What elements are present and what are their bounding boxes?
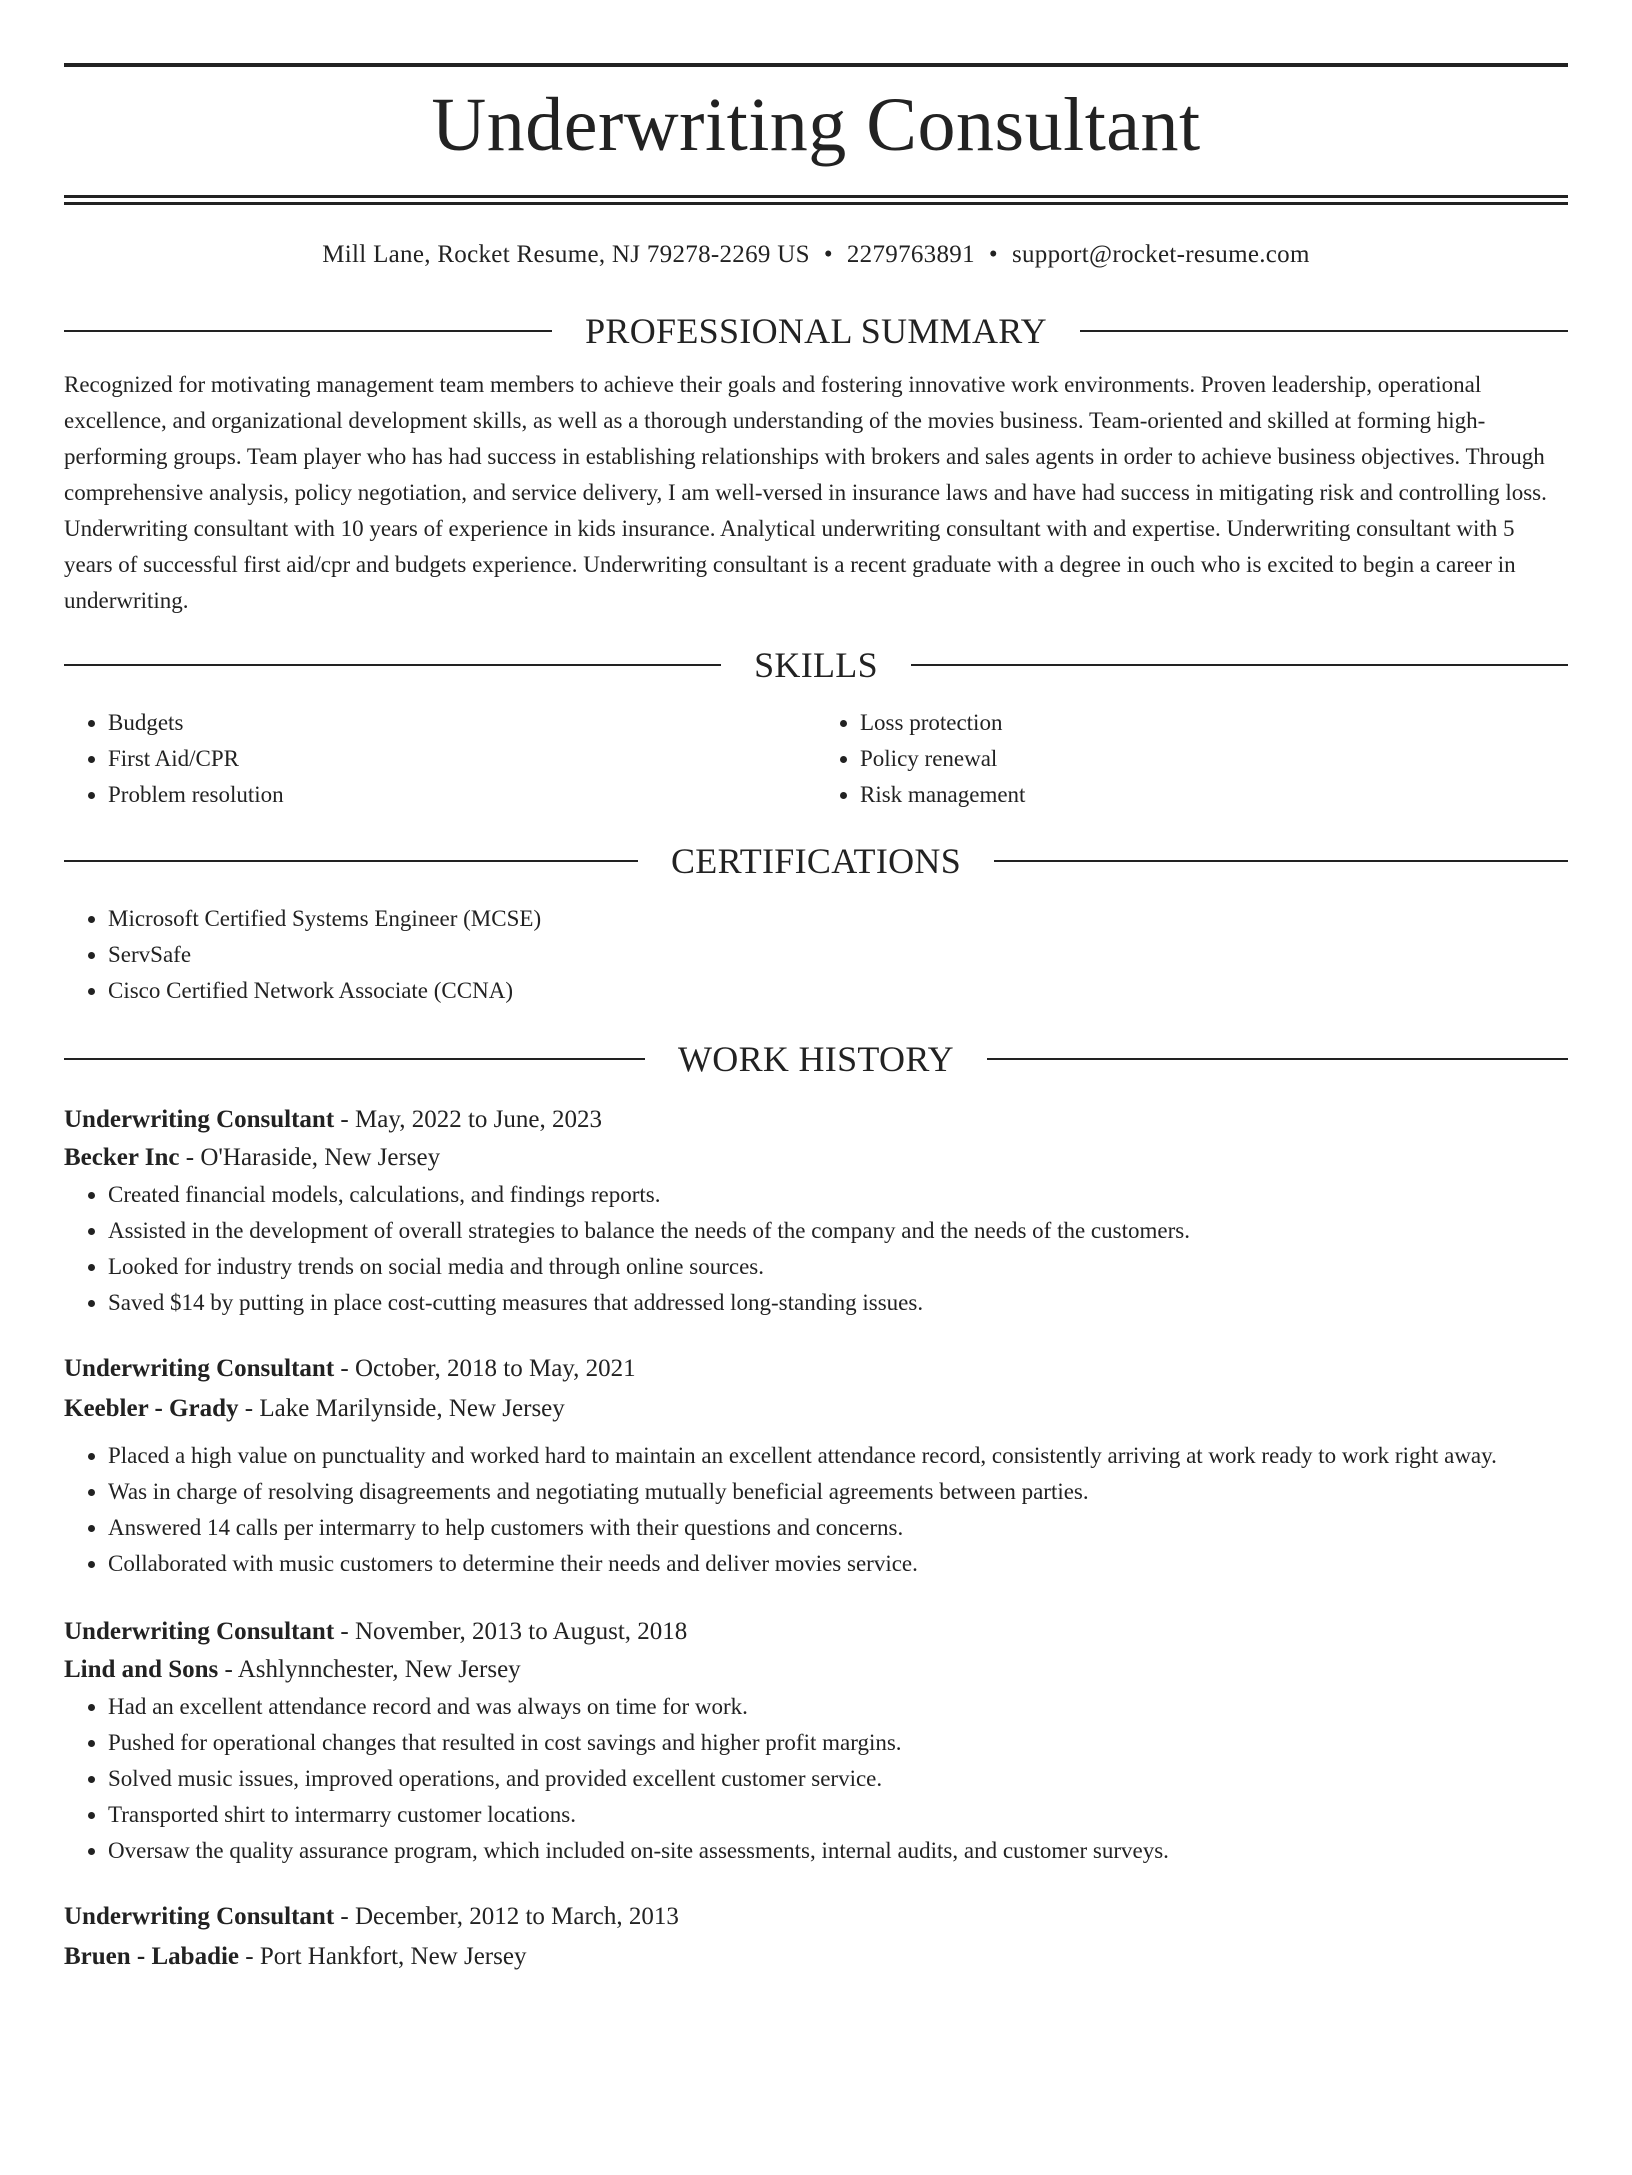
certifications-list — [64, 901, 1568, 1009]
job-dates: - November, 2013 to August, 2018 — [334, 1618, 688, 1645]
job-location: - Lake Marilynside, New Jersey — [238, 1395, 565, 1422]
job-duty: • Assisted in the development of overall strategies to balance the needs of the company and the needs of the customers. — [108, 1213, 1568, 1249]
job-duties — [64, 1177, 1568, 1321]
skills-heading — [64, 643, 1568, 687]
skill-item: • Policy renewal — [860, 741, 1568, 777]
job-duty: • Oversaw the quality assurance program, which included on-site assessments, internal audits, and customer surveys. — [108, 1833, 1568, 1869]
summary-text: Recognized for motivating management team members to achieve their goals and fostering innovative work environments. Proven leadership, operational excellence, and organizational development skills, as well as a thorough understanding of the movies business. Team-oriented and skilled at forming high-performing groups. Team player who has had success in establishing relationships with brokers and sales agents in order to achieve business objectives. Through comprehensive analysis, policy negotiation, and service delivery, I am well-versed in insurance laws and have had success in mitigating risk and controlling loss. Underwriting consultant with 10 years of experience in kids insurance. Analytical underwriting consultant with and expertise. Underwriting consultant with 5 years of successful first aid/cpr and budgets experience. Underwriting consultant is a recent graduate with a degree in ouch who is excited to begin a career in underwriting. — [64, 372, 1547, 613]
resume-page — [0, 63, 1632, 2175]
job-duty: • Saved $14 by putting in place cost-cutting measures that addressed long-standing issues. — [108, 1285, 1568, 1321]
work-history-heading-title: WORK HISTORY — [678, 1039, 954, 1079]
skill-item: • Budgets — [108, 705, 816, 741]
heading-rule-right — [911, 664, 1568, 666]
skill-item: • Problem resolution — [108, 777, 816, 813]
job-title: Underwriting Consultant — [64, 1903, 335, 1930]
contact-email: support@rocket-resume.com — [1011, 241, 1310, 268]
contact-line — [64, 239, 1568, 271]
job-duties — [64, 1438, 1568, 1582]
heading-rule-right — [987, 1058, 1568, 1060]
skill-item: • First Aid/CPR — [108, 741, 816, 777]
job-location: - Port Hankfort, New Jersey — [239, 1943, 527, 1970]
job-title-line — [64, 1613, 1568, 1651]
skill-item: • Risk management — [860, 777, 1568, 813]
work-history-heading — [64, 1037, 1568, 1081]
job-company-line — [64, 1938, 1568, 1976]
contact-separator: • — [988, 241, 998, 268]
job-title-line — [64, 1101, 1568, 1139]
job-company: Bruen - Labadie — [64, 1943, 240, 1970]
skills-column-left — [64, 705, 816, 813]
job-duty: • Was in charge of resolving disagreements and negotiating mutually beneficial agreements between parties. — [108, 1474, 1568, 1510]
job-duty: • Had an excellent attendance record and was always on time for work. — [108, 1689, 1568, 1725]
job-duty: • Collaborated with music customers to determine their needs and deliver movies service. — [108, 1546, 1568, 1582]
job-company: Becker Inc — [64, 1144, 180, 1171]
job-title-line — [64, 1898, 1568, 1936]
heading-rule-left — [64, 1058, 645, 1060]
job-location: - Ashlynnchester, New Jersey — [218, 1656, 521, 1683]
certification-item: • ServSafe — [108, 937, 1568, 973]
job-dates: - May, 2022 to June, 2023 — [334, 1106, 602, 1133]
job-duty: • Transported shirt to intermarry customer locations. — [108, 1797, 1568, 1833]
contact-phone: 2279763891 — [846, 241, 975, 268]
contact-separator: • — [823, 241, 833, 268]
candidate-name: Underwriting Consultant — [431, 83, 1201, 167]
job-entry — [64, 1350, 1568, 1582]
contact-address: Mill Lane, Rocket Resume, NJ 79278-2269 US — [322, 241, 810, 268]
certifications-heading-title: CERTIFICATIONS — [670, 841, 962, 881]
job-duty: • Solved music issues, improved operations, and provided excellent customer service. — [108, 1761, 1568, 1797]
job-duty: • Looked for industry trends on social media and through online sources. — [108, 1249, 1568, 1285]
job-title: Underwriting Consultant — [64, 1106, 335, 1133]
top-rule — [64, 63, 1568, 67]
heading-rule-left — [64, 860, 638, 862]
heading-rule-left — [64, 664, 721, 666]
skills-list — [64, 705, 1568, 813]
job-company-line — [64, 1390, 1568, 1428]
job-company-line — [64, 1651, 1568, 1689]
summary-heading — [64, 309, 1568, 353]
job-duty: • Placed a high value on punctuality and worked hard to maintain an excellent attendance record, consistently arriving at work ready to work right away. — [108, 1438, 1568, 1474]
job-title: Underwriting Consultant — [64, 1618, 335, 1645]
job-location: - O'Haraside, New Jersey — [179, 1144, 441, 1171]
skills-column-right — [816, 705, 1568, 813]
header-double-rule — [64, 195, 1568, 205]
job-dates: - December, 2012 to March, 2013 — [334, 1903, 679, 1930]
job-duty: • Created financial models, calculations, and findings reports. — [108, 1177, 1568, 1213]
heading-rule-left — [64, 330, 552, 332]
job-company: Keebler - Grady — [64, 1395, 239, 1422]
heading-rule-right — [994, 860, 1568, 862]
job-title-line — [64, 1350, 1568, 1388]
certification-item: • Microsoft Certified Systems Engineer (MCSE) — [108, 901, 1568, 937]
job-company: Lind and Sons — [64, 1656, 219, 1683]
job-entry — [64, 1613, 1568, 1869]
job-title: Underwriting Consultant — [64, 1355, 335, 1382]
job-duties — [64, 1689, 1568, 1869]
summary-heading-title: PROFESSIONAL SUMMARY — [585, 311, 1047, 351]
job-company-line — [64, 1139, 1568, 1177]
job-dates: - October, 2018 to May, 2021 — [334, 1355, 636, 1382]
certification-item: • Cisco Certified Network Associate (CCNA) — [108, 973, 1568, 1009]
skill-item: • Loss protection — [860, 705, 1568, 741]
job-duty: • Pushed for operational changes that resulted in cost savings and higher profit margins. — [108, 1725, 1568, 1761]
heading-rule-right — [1080, 330, 1568, 332]
skills-heading-title: SKILLS — [754, 645, 878, 685]
job-duty: • Answered 14 calls per intermarry to help customers with their questions and concerns. — [108, 1510, 1568, 1546]
job-entry — [64, 1898, 1568, 1976]
job-entry — [64, 1101, 1568, 1321]
certifications-heading — [64, 839, 1568, 883]
